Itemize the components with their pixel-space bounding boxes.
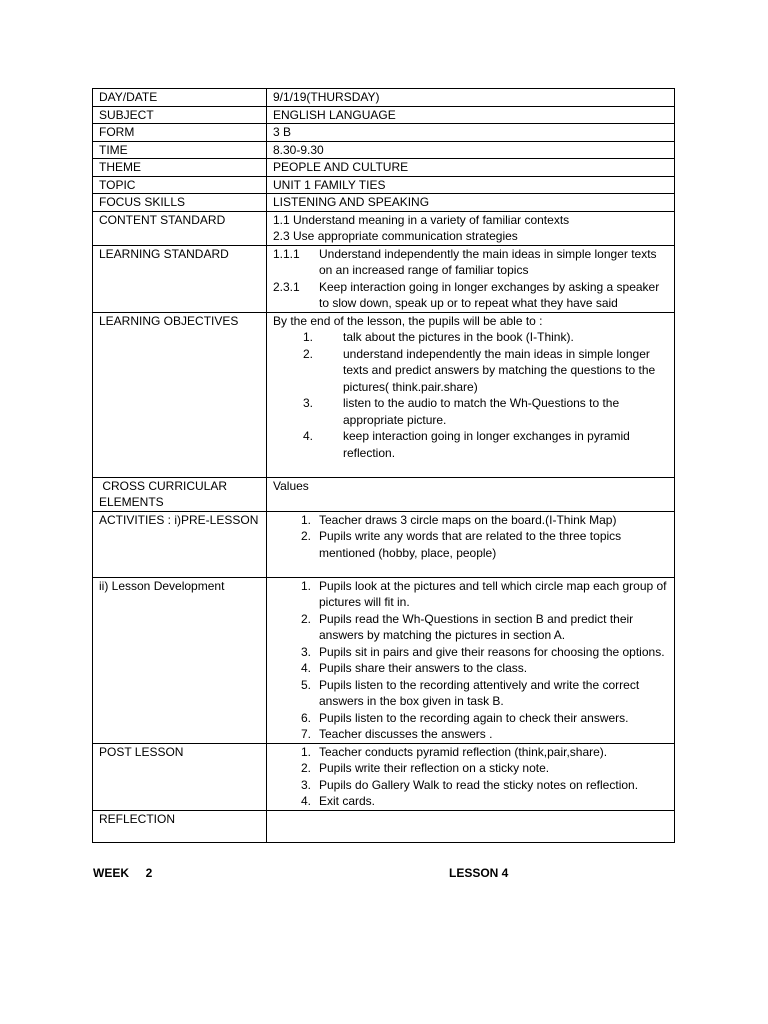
post-lesson-item bbox=[273, 744, 668, 761]
lesson-development-item bbox=[273, 611, 668, 644]
learning-standard-item bbox=[273, 246, 668, 279]
label-post-lesson: POST LESSON bbox=[93, 743, 267, 810]
item-number: 1.1.1 bbox=[273, 246, 300, 261]
value-lesson-development bbox=[267, 577, 675, 743]
content-standard-item: 1.1 Understand meaning in a variety of familiar contexts bbox=[273, 212, 570, 227]
label-day-date: DAY/DATE bbox=[93, 89, 267, 107]
lesson-development-item bbox=[273, 726, 668, 743]
item-text: talk about the pictures in the book (I-Think). bbox=[343, 330, 574, 344]
value-learning-standard bbox=[267, 245, 675, 312]
label-theme: THEME bbox=[93, 159, 267, 177]
item-text: Pupils sit in pairs and give their reasons for choosing the options. bbox=[319, 644, 665, 659]
value-subject: ENGLISH LANGUAGE bbox=[267, 106, 675, 124]
row-lesson-development bbox=[93, 577, 675, 743]
item-number: 2. bbox=[300, 611, 311, 626]
item-text: understand independently the main ideas in simple longer texts and predict answers by matching the questions to the pictures( think.pair.share) bbox=[343, 346, 656, 394]
item-text: listen to the audio to match the Wh-Questions to the appropriate picture. bbox=[343, 396, 620, 427]
item-number: 1. bbox=[300, 578, 311, 593]
objectives-intro: By the end of the lesson, the pupils will be able to : bbox=[273, 313, 543, 328]
lesson-development-item bbox=[273, 677, 668, 710]
value-learning-objectives bbox=[267, 312, 675, 477]
item-text: Teacher discusses the answers . bbox=[319, 727, 493, 741]
item-number: 4. bbox=[302, 429, 313, 443]
item-number: 1. bbox=[300, 512, 311, 527]
value-form: 3 B bbox=[267, 124, 675, 142]
value-theme: PEOPLE AND CULTURE bbox=[267, 159, 675, 177]
row-day-date bbox=[93, 89, 675, 107]
value-topic: UNIT 1 FAMILY TIES bbox=[267, 176, 675, 194]
value-cross-curricular: Values bbox=[267, 477, 675, 511]
item-text: Pupils write any words that are related to the three topics mentioned (hobby, place, people) bbox=[319, 529, 622, 560]
pre-lesson-item bbox=[273, 512, 668, 529]
value-focus-skills: LISTENING AND SPEAKING bbox=[267, 194, 675, 212]
item-text: Pupils share their answers to the class. bbox=[319, 661, 528, 675]
post-lesson-item bbox=[273, 793, 668, 810]
item-number: 3. bbox=[300, 777, 311, 792]
label-reflection: REFLECTION bbox=[93, 810, 267, 842]
value-time: 8.30-9.30 bbox=[267, 141, 675, 159]
item-text: Pupils listen to the recording attentively and write the correct answers in the box given in task B. bbox=[319, 677, 640, 708]
row-learning-standard bbox=[93, 245, 675, 312]
value-day-date: 9/1/19(THURSDAY) bbox=[267, 89, 675, 107]
objective-item bbox=[273, 428, 668, 461]
item-number: 5. bbox=[300, 677, 311, 692]
item-text: keep interaction going in longer exchanges in pyramid reflection. bbox=[343, 429, 630, 460]
row-pre-lesson bbox=[93, 511, 675, 577]
row-reflection bbox=[93, 810, 675, 842]
lesson-development-item bbox=[273, 578, 668, 611]
objective-item bbox=[273, 346, 668, 396]
row-learning-objectives bbox=[93, 312, 675, 477]
lesson-development-item bbox=[273, 710, 668, 727]
item-text: Pupils listen to the recording again to check their answers. bbox=[319, 710, 629, 725]
label-pre-lesson: ACTIVITIES : i)PRE-LESSON bbox=[93, 511, 267, 577]
value-pre-lesson bbox=[267, 511, 675, 577]
lesson-plan-table bbox=[92, 88, 675, 843]
row-time bbox=[93, 141, 675, 159]
label-topic: TOPIC bbox=[93, 176, 267, 194]
row-content-standard bbox=[93, 211, 675, 245]
item-text: Pupils read the Wh-Questions in section B and predict their answers by matching the pictures in section A. bbox=[319, 611, 634, 642]
item-text: Pupils look at the pictures and tell which circle map each group of pictures will fit in. bbox=[319, 578, 667, 609]
item-text: Exit cards. bbox=[319, 794, 376, 808]
item-number: 7. bbox=[300, 727, 311, 741]
item-text: Teacher conducts pyramid reflection (think,pair,share). bbox=[319, 744, 608, 759]
row-focus-skills bbox=[93, 194, 675, 212]
label-subject: SUBJECT bbox=[93, 106, 267, 124]
content-standard-item: 2.3 Use appropriate communication strategies bbox=[273, 229, 518, 243]
row-theme bbox=[93, 159, 675, 177]
row-subject bbox=[93, 106, 675, 124]
value-post-lesson bbox=[267, 743, 675, 810]
footer-week: WEEK 2 bbox=[93, 866, 153, 880]
learning-standard-item bbox=[273, 279, 668, 312]
lesson-development-item bbox=[273, 644, 668, 661]
value-reflection bbox=[267, 810, 675, 842]
post-lesson-item bbox=[273, 777, 668, 794]
row-topic bbox=[93, 176, 675, 194]
item-number: 3. bbox=[302, 396, 313, 410]
label-time: TIME bbox=[93, 141, 267, 159]
label-lesson-development: ii) Lesson Development bbox=[93, 577, 267, 743]
objective-item bbox=[273, 395, 668, 428]
item-text: Keep interaction going in longer exchanges by asking a speaker to slow down, speak up or to repeat what they have said bbox=[319, 279, 660, 310]
label-cross-curricular: CROSS CURRICULAR ELEMENTS bbox=[93, 477, 267, 511]
label-learning-standard: LEARNING STANDARD bbox=[93, 245, 267, 312]
row-post-lesson bbox=[93, 743, 675, 810]
item-text: Pupils write their reflection on a sticky note. bbox=[319, 761, 550, 775]
label-content-standard: CONTENT STANDARD bbox=[93, 211, 267, 245]
item-number: 2. bbox=[300, 761, 311, 775]
item-text: Understand independently the main ideas in simple longer texts on an increased range of familiar topics bbox=[319, 246, 657, 277]
row-cross-curricular bbox=[93, 477, 675, 511]
item-number: 2. bbox=[302, 346, 313, 361]
item-number: 1. bbox=[300, 744, 311, 759]
label-learning-objectives: LEARNING OBJECTIVES bbox=[93, 312, 267, 477]
item-number: 2. bbox=[300, 529, 311, 543]
item-number: 4. bbox=[300, 794, 311, 808]
item-number: 6. bbox=[300, 710, 311, 725]
pre-lesson-item bbox=[273, 528, 668, 561]
label-focus-skills: FOCUS SKILLS bbox=[93, 194, 267, 212]
post-lesson-item bbox=[273, 760, 668, 777]
item-number: 2.3.1 bbox=[273, 279, 300, 294]
lesson-development-item bbox=[273, 660, 668, 677]
item-text: Pupils do Gallery Walk to read the sticky notes on reflection. bbox=[319, 777, 639, 792]
value-content-standard bbox=[267, 211, 675, 245]
item-text: Teacher draws 3 circle maps on the board.(I-Think Map) bbox=[319, 512, 617, 527]
item-number: 1. bbox=[302, 330, 313, 344]
item-number: 3. bbox=[300, 644, 311, 659]
row-form bbox=[93, 124, 675, 142]
footer-lesson: LESSON 4 bbox=[449, 866, 509, 880]
label-form: FORM bbox=[93, 124, 267, 142]
item-number: 4. bbox=[300, 661, 311, 675]
objective-item bbox=[273, 329, 668, 346]
